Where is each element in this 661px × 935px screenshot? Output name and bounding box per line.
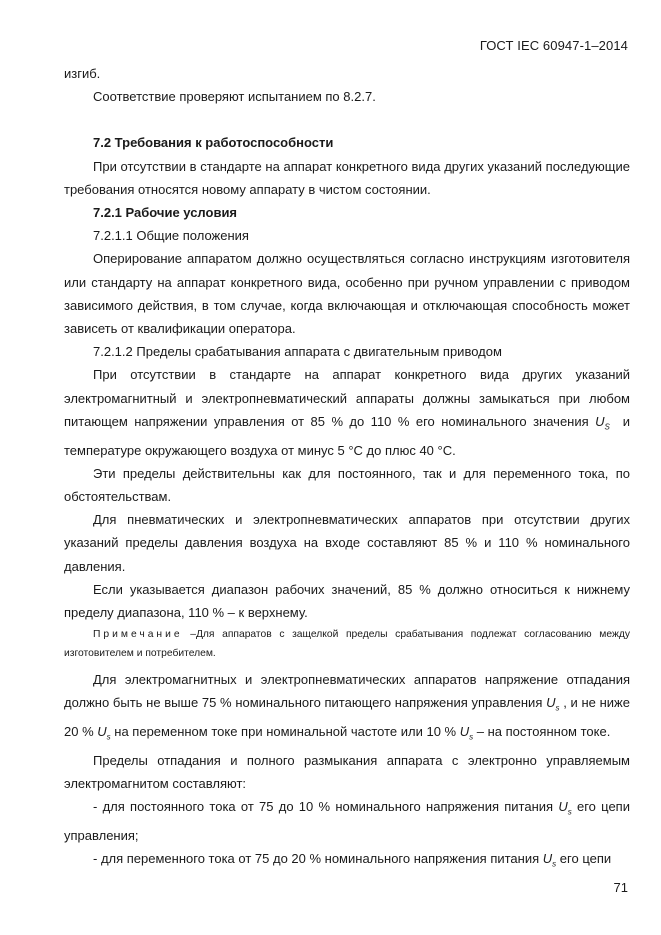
paragraph xyxy=(64,668,630,749)
symbol-subscript: s xyxy=(106,732,111,742)
symbol-letter: U xyxy=(595,413,605,429)
list-item xyxy=(64,847,630,876)
text-run: его цепи управления; xyxy=(64,799,630,844)
text-run: - для постоянного тока от 75 до 10 % номинального напряжения питания xyxy=(93,799,554,815)
voltage-symbol xyxy=(542,851,557,870)
text-run: - для переменного тока от 75 до 20 % номинального напряжения питания xyxy=(93,851,540,867)
note-text: –Для аппаратов с защелкой пределы срабатывания подлежат согласованию между изготовителем и потребителем. xyxy=(64,629,630,659)
symbol-letter: U xyxy=(546,695,556,711)
section-heading-7-2: 7.2 Требования к работоспособности xyxy=(93,135,334,151)
note-label: Примечание xyxy=(93,629,183,641)
paragraph xyxy=(64,363,630,461)
section-heading-7-2-1-1: 7.2.1.1 Общие положения xyxy=(93,228,249,244)
voltage-symbol xyxy=(97,724,111,742)
voltage-symbol xyxy=(595,413,610,432)
text-run: Для электромагнитных и электропневматических аппаратов напряжение отпадания должно быть не выше 75 % номинального питающего напряжения управления xyxy=(64,672,630,711)
paragraph: При отсутствии в стандарте на аппарат конкретного вида других указаний последующие требования относятся новому аппарату в чистом состоянии. xyxy=(64,158,630,197)
list-item xyxy=(64,795,630,847)
page-header: ГОСТ IEC 60947-1–2014 xyxy=(479,38,628,53)
symbol-letter: U xyxy=(542,851,553,867)
symbol-letter: U xyxy=(97,724,107,740)
paragraph: Соответствие проверяют испытанием по 8.2.7. xyxy=(93,89,376,105)
text-run: При отсутствии в стандарте на аппарат конкретного вида других указаний электромагнитный и электропневматический аппараты должны замыкаться при любом питающем напряжении управления от 85 % до 110 % его номинального значения xyxy=(64,367,630,429)
paragraph: Оперирование аппаратом должно осуществляться согласно инструкциям изготовителя или стандарту на аппарат конкретного вида, особенно при ручном управлении с приводом зависимого действия, в том случае, когда включающая и отключающая способность может зависеть от квалификации оператора. xyxy=(64,251,630,337)
text-run: и температуре окружающего воздуха от минус 5 °С до плюс 40 °С. xyxy=(64,413,630,458)
text-run: – на постоянном токе. xyxy=(476,724,611,740)
text-run: , и не ниже 20 % xyxy=(64,695,630,740)
symbol-subscript: s xyxy=(469,732,474,742)
text-run: его цепи xyxy=(559,851,612,867)
paragraph: Пределы отпадания и полного размыкания аппарата с электронно управляемым электромагнитом составляют: xyxy=(64,753,630,792)
symbol-subscript: s xyxy=(552,860,557,870)
text-run: на переменном токе при номинальной частоте или 10 % xyxy=(114,724,457,740)
symbol-subscript: s xyxy=(555,704,560,714)
page-number: 71 xyxy=(613,880,628,895)
symbol-subscript: s xyxy=(567,808,572,818)
paragraph: Если указывается диапазон рабочих значений, 85 % должно относиться к нижнему пределу диапазона, 110 % – к верхнему. xyxy=(64,581,630,621)
voltage-symbol xyxy=(558,799,572,818)
voltage-symbol xyxy=(546,695,560,714)
symbol-subscript: S xyxy=(604,422,610,432)
symbol-letter: U xyxy=(459,724,470,740)
note xyxy=(64,626,630,663)
paragraph: Эти пределы действительны как для постоянного, так и для переменного тока, по обстоятельствам. xyxy=(64,465,630,505)
paragraph: изгиб. xyxy=(64,66,101,81)
section-heading-7-2-1-2: 7.2.1.2 Пределы срабатывания аппарата с двигательным приводом xyxy=(93,344,502,360)
voltage-symbol xyxy=(459,724,474,742)
symbol-letter: U xyxy=(558,799,568,815)
section-heading-7-2-1: 7.2.1 Рабочие условия xyxy=(93,205,238,221)
paragraph: Для пневматических и электропневматических аппаратов при отсутствии других указаний пределы давления воздуха на входе составляют 85 % и 110 % номинального давления. xyxy=(64,512,630,574)
document-body xyxy=(64,62,630,876)
